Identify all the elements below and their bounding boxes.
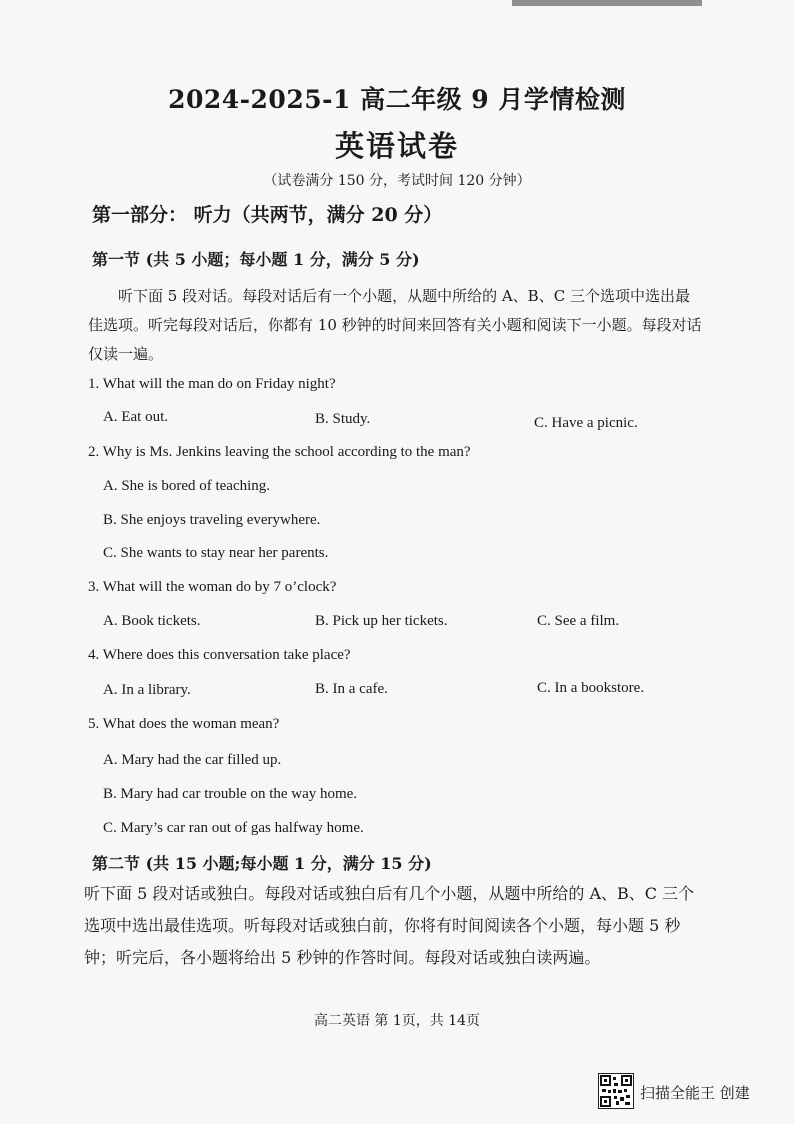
q3-option-c: C. See a film. <box>537 613 620 629</box>
qr-code-icon <box>598 1073 634 1109</box>
q3-option-b: B. Pick up her tickets. <box>315 613 448 629</box>
q4-option-a: A. In a library. <box>103 682 191 698</box>
q2-option-b: B. She enjoys traveling everywhere. <box>103 512 321 528</box>
question-5: 5. What does the woman mean? <box>88 716 280 732</box>
part-heading: 第一部分： 听力（共两节，满分 20 分） <box>92 204 443 226</box>
section1-instruction: 听下面 5 段对话。每段对话后有一个小题，从题中所给的 A、B、C 三个选项中选出最佳选项。听完每段对话后，你都有 10 秒钟的时间来回答有关小题和阅读下一小题。每段对话仅读一遍。 <box>88 287 702 363</box>
section1-heading: 第一节 (共 5 小题；每小题 1 分，满分 5 分) <box>92 250 420 269</box>
question-4: 4. Where does this conversation take place? <box>88 647 351 663</box>
section2-heading: 第二节 (共 15 小题;每小题 1 分，满分 15 分) <box>92 854 432 873</box>
section2-instruction: 听下面 5 段对话或独白。每段对话或独白后有几个小题，从题中所给的 A、B、C 三个选项中选出最佳选项。听每段对话或独白前，你将有时间阅读各个小题，每小题 5 秒钟；听完后，各小题将给出 5 秒钟的作答时间。每段对话或独白读两遍。 <box>84 884 695 967</box>
q4-option-c: C. In a bookstore. <box>537 680 645 696</box>
question-3: 3. What will the woman do by 7 o’clock? <box>88 579 337 595</box>
q1-option-b: B. Study. <box>315 411 371 427</box>
q3-option-a: A. Book tickets. <box>103 613 201 629</box>
question-2: 2. Why is Ms. Jenkins leaving the school according to the man? <box>88 444 471 460</box>
watermark-text: 扫描全能王 创建 <box>640 1084 750 1102</box>
exam-note: （试卷满分 150 分，考试时间 120 分钟） <box>263 173 531 189</box>
q5-option-c: C. Mary’s car ran out of gas halfway home. <box>103 820 364 836</box>
question-1: 1. What will the man do on Friday night? <box>88 376 336 392</box>
exam-subject: 英语试卷 <box>334 129 459 163</box>
q1-option-a: A. Eat out. <box>103 409 168 425</box>
q5-option-b: B. Mary had car trouble on the way home. <box>103 786 358 802</box>
q2-option-a: A. She is bored of teaching. <box>103 478 271 494</box>
exam-title: 2024-2025-1 高二年级 9 月学情检测 <box>168 85 626 114</box>
q1-option-c: C. Have a picnic. <box>534 415 638 431</box>
page-footer: 高二英语 第 1页，共 14页 <box>313 1013 481 1029</box>
q4-option-b: B. In a cafe. <box>315 681 388 697</box>
q2-option-c: C. She wants to stay near her parents. <box>103 545 329 561</box>
q5-option-a: A. Mary had the car filled up. <box>103 752 282 768</box>
scan-artifact <box>512 0 702 12</box>
